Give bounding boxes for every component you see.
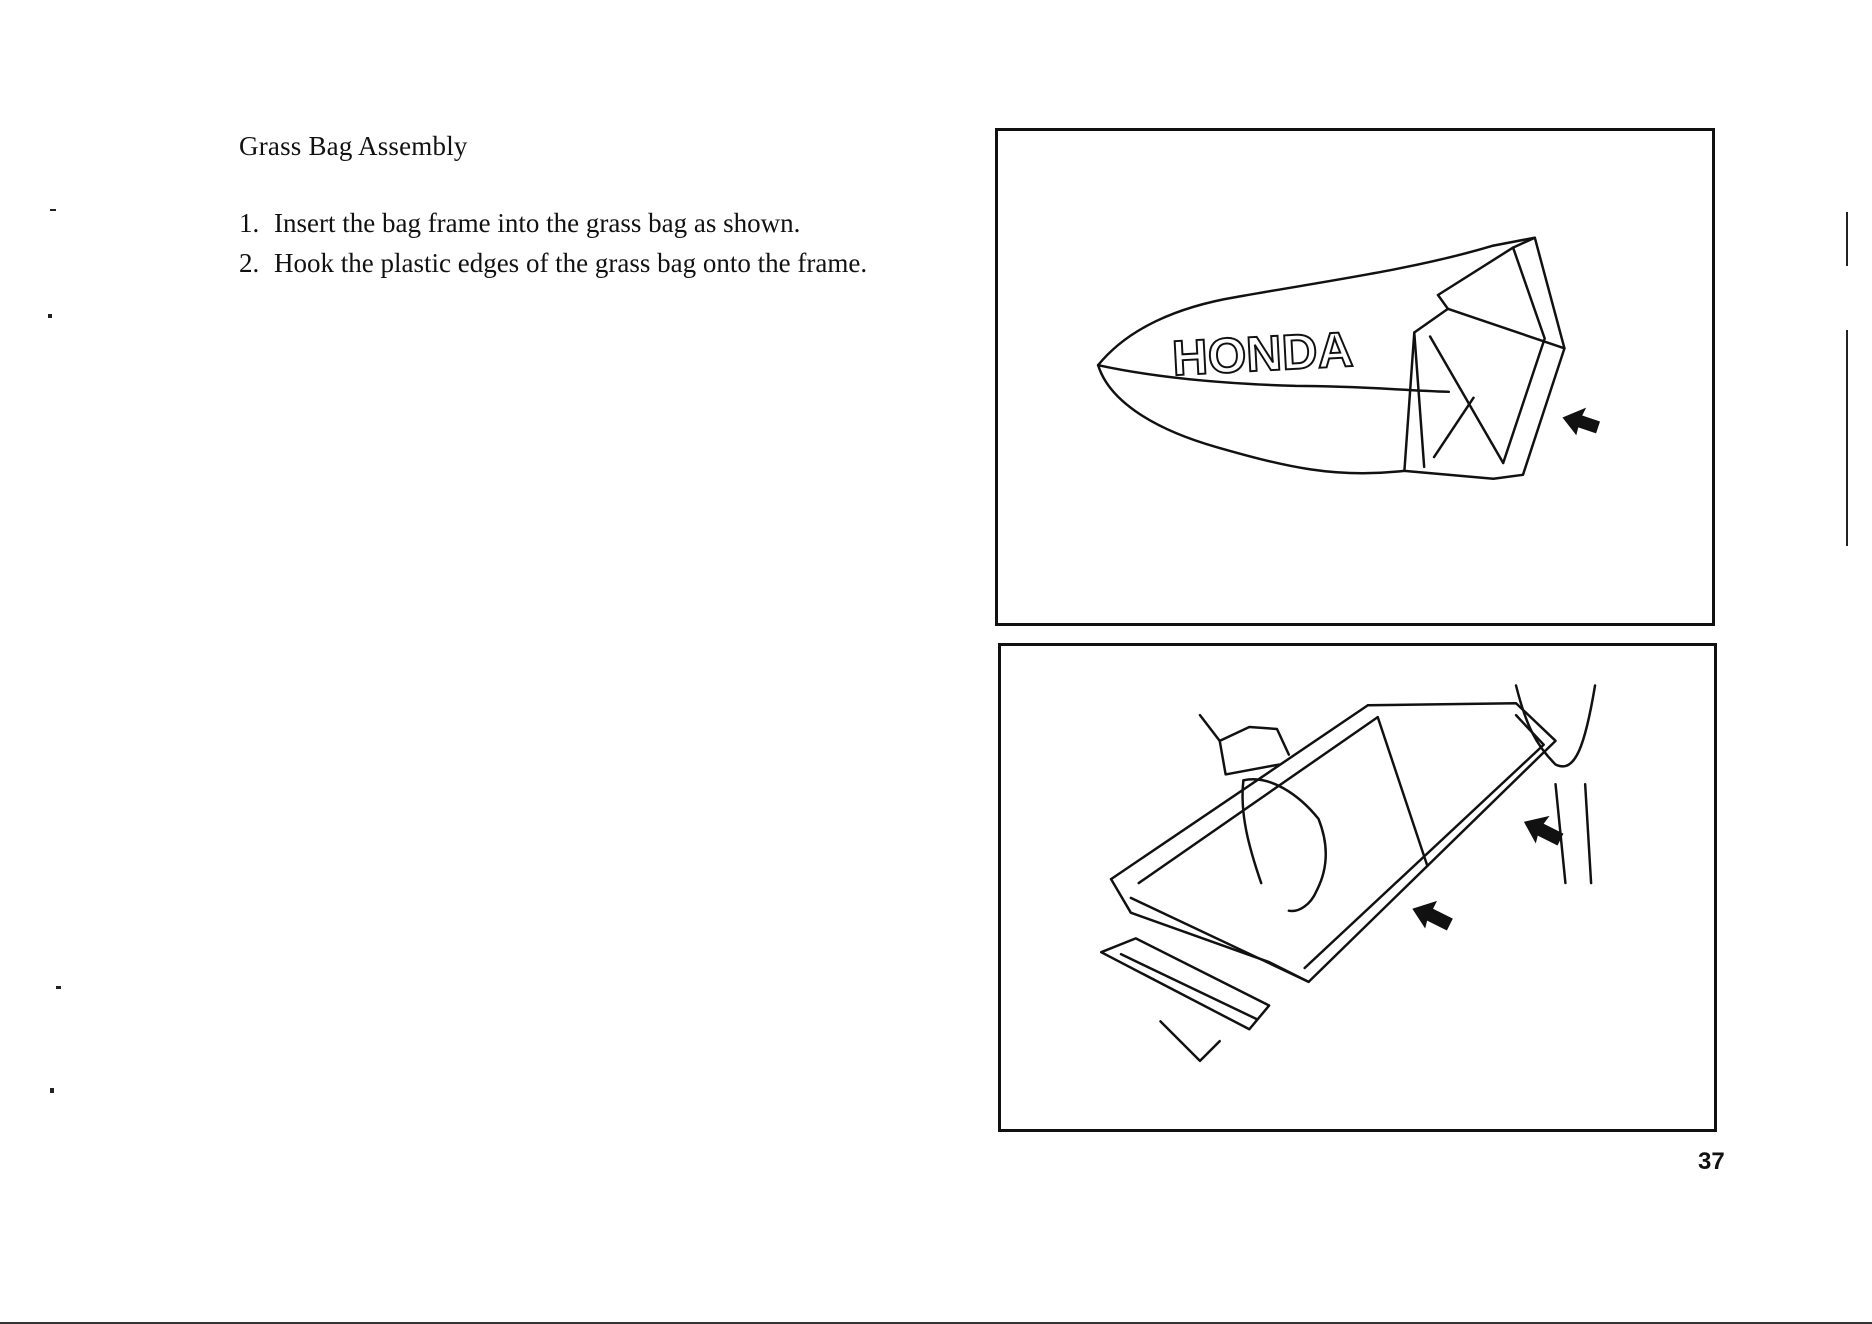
scan-speck [56, 986, 61, 989]
instruction-list [239, 203, 954, 283]
step-number: 2. [239, 248, 260, 278]
filled-arrow-icon [1524, 816, 1564, 846]
scan-speck [48, 314, 52, 318]
frame-hooking-illustration [1001, 646, 1714, 1129]
bag-illustration [998, 131, 1712, 623]
step-text: Hook the plastic edges of the grass bag onto the frame. [274, 248, 868, 278]
instruction-step-1 [239, 203, 954, 243]
instruction-step-2 [239, 243, 954, 283]
bag-logo: HONDA [1170, 321, 1355, 387]
scan-edge-line [1846, 330, 1848, 546]
scan-speck [50, 1088, 54, 1093]
page-number: 37 [1698, 1148, 1725, 1175]
figure-hook-edges [998, 643, 1717, 1132]
figure-bag-frame-insertion [995, 128, 1715, 626]
section-heading: Grass Bag Assembly [239, 131, 468, 161]
scan-edge-line [1846, 212, 1848, 266]
step-number: 1. [239, 208, 260, 238]
scan-speck [50, 209, 56, 211]
filled-arrow-icon [1562, 408, 1600, 436]
filled-arrow-icon [1412, 901, 1452, 931]
step-text: Insert the bag frame into the grass bag as shown. [274, 208, 801, 238]
